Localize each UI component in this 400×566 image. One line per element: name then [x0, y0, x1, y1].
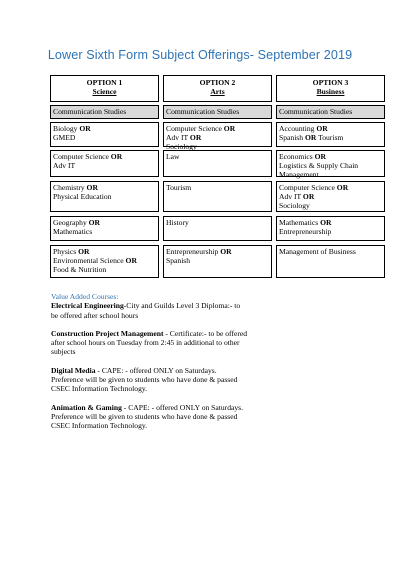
subject-line: Sociology [166, 142, 197, 151]
subject-cell [163, 245, 272, 278]
subject-line: Mathematics OR [279, 218, 332, 227]
option-subheading: Business [316, 87, 345, 96]
subject-cell [50, 216, 159, 241]
course-description: Preference will be given to students who have done & passed [51, 375, 238, 385]
subject-cell [50, 245, 159, 278]
subject-line: Entrepreneurship OR [166, 247, 232, 256]
course-name: Electrical Engineering [51, 301, 124, 311]
option-subheading: Arts [210, 87, 225, 96]
subject-cell-compulsory [50, 105, 159, 119]
subject-line: Environmental Science OR [53, 256, 137, 265]
subject-cell [163, 122, 272, 151]
course-description: be offered after school hours [51, 310, 139, 320]
value-added-courses [51, 292, 361, 440]
subject-line: Tourism [166, 183, 192, 192]
value-added-item [51, 301, 361, 320]
subject-cell [276, 245, 385, 278]
subject-line: Physical Education [53, 192, 112, 201]
subject-line: Communication Studies [53, 107, 127, 116]
subject-line: Spanish OR Tourism [279, 133, 344, 142]
subject-cell [163, 181, 272, 212]
option-subheading: Science [92, 87, 117, 96]
subject-cell [276, 216, 385, 241]
subject-line: Law [166, 152, 180, 161]
subject-line: Accounting OR [279, 124, 328, 133]
page-title: Lower Sixth Form Subject Offerings- September 2019 [47, 48, 353, 62]
subject-cell [276, 122, 385, 147]
subject-line: Computer Science OR [53, 152, 123, 161]
subject-line: Communication Studies [166, 107, 240, 116]
course-description: Preference will be given to students who have done & passed [51, 411, 238, 421]
course-description: subjects [51, 347, 76, 357]
course-name: Construction Project Management [51, 328, 164, 338]
value-added-title: Value Added Courses: [51, 292, 119, 301]
course-name: Animation & Gaming [51, 402, 122, 412]
subject-line: Mathematics [53, 227, 93, 236]
subject-line: History [166, 218, 189, 227]
course-description: - Certificate:- to be offered [163, 328, 248, 338]
subject-cell [163, 216, 272, 241]
subject-line: Management of Business [279, 247, 356, 256]
subject-cell [50, 122, 159, 147]
course-description: - CAPE: - offered ONLY on Saturdays. [121, 402, 244, 412]
course-description: -City and Guilds Level 3 Diploma:- to [123, 301, 241, 311]
course-name: Digital Media [51, 365, 96, 375]
option-heading: OPTION 3 [312, 78, 349, 87]
subject-line: Biology OR [53, 124, 91, 133]
subject-line: Adv IT [53, 161, 76, 170]
subject-cell [276, 181, 385, 212]
value-added-item [51, 403, 361, 431]
course-description: CSEC Information Technology. [51, 421, 148, 431]
subject-cell-compulsory [163, 105, 272, 119]
subject-line: Management [279, 170, 319, 179]
subject-line: Physics OR [53, 247, 90, 256]
subject-line: Chemistry OR [53, 183, 98, 192]
subject-line: Economics OR [279, 152, 327, 161]
option-heading: OPTION 1 [86, 78, 123, 87]
option-header [163, 75, 272, 102]
subject-line: Spanish [166, 256, 191, 265]
subject-line: Adv IT OR [166, 133, 202, 142]
subject-line: Computer Science OR [279, 183, 349, 192]
subject-line: Food & Nutrition [53, 265, 107, 274]
subject-cell [50, 181, 159, 212]
subject-line: Computer Science OR [166, 124, 236, 133]
subject-line: Logistics & Supply Chain [279, 161, 359, 170]
subject-line: Entrepreneurship [279, 227, 332, 236]
option-heading: OPTION 2 [199, 78, 236, 87]
course-description: - CAPE: - offered ONLY on Saturdays. [95, 365, 217, 375]
value-added-list [51, 301, 361, 430]
subject-cell-compulsory [276, 105, 385, 119]
subject-line: Sociology [279, 201, 310, 210]
course-description: CSEC Information Technology. [51, 384, 148, 394]
subject-line: Adv IT OR [279, 192, 315, 201]
subject-line: GMED [53, 133, 76, 142]
subject-cell [163, 150, 272, 177]
subject-line: Communication Studies [279, 107, 353, 116]
value-added-item [51, 329, 361, 357]
subject-cell [50, 150, 159, 177]
option-header [50, 75, 159, 102]
subject-line: Geography OR [53, 218, 101, 227]
subject-cell [276, 150, 385, 177]
course-description: after school hours on Tuesday from 2:45 in additional to other [51, 338, 240, 348]
option-header [276, 75, 385, 102]
value-added-item [51, 366, 361, 394]
